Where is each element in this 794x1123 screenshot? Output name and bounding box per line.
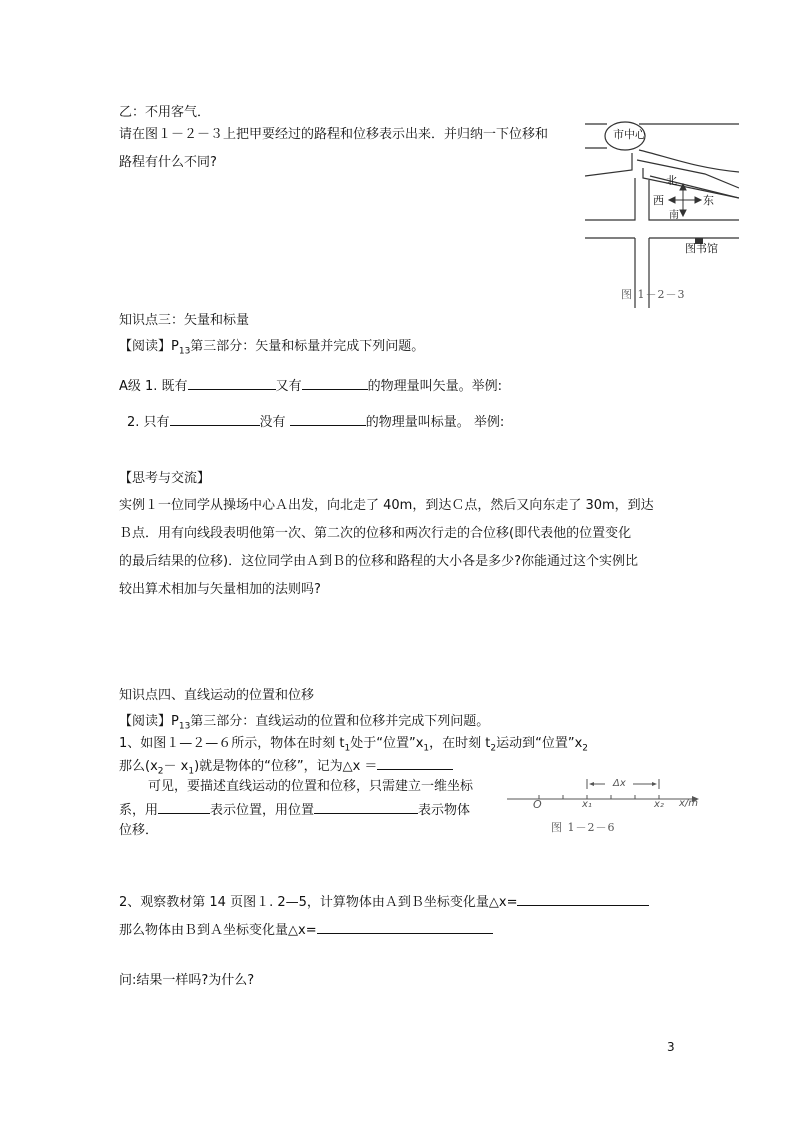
kp3-q1-text-b: 又有 [275,379,302,394]
kp4-l1-d: 运动到“位置”x [496,736,583,751]
kp4-l2-b: － x [163,759,189,774]
think-line3: 的最后结果的位移)．这位同学由Ａ到Ｂ的位移和路程的大小各是多少?你能通过这个实例比 [119,554,638,569]
think-line4: 较出算术相加与矢量相加的法则吗? [119,582,321,597]
map-label-east: 东 [703,194,714,207]
kp4-line1 [119,735,588,758]
kp4-l2-c: )就是物体的“位移”，记为△x ＝ [194,759,378,774]
kp3-q2 [127,412,504,432]
kp4-line4 [119,800,470,820]
kp4-l2-a: 那么(x [119,759,158,774]
kp3-reading-page: 13 [178,346,191,357]
axis-caption: 图 1－2－6 [551,821,616,834]
q2-ask: 问:结果一样吗?为什么? [119,973,255,988]
kp4-reading-rest: 第三部分：直线运动的位置和位移并完成下列问题。 [190,714,490,729]
kp4-line5: 位移． [119,823,159,838]
kp4-displacement-blank[interactable] [377,756,453,770]
q2-b-to-a-blank[interactable] [317,920,493,934]
kp3-q1 [119,376,502,396]
kp4-l2-sub2: 1 [188,766,195,777]
kp4-l1-c: ，在时刻 t [429,736,491,751]
kp3-q2-blank-1[interactable] [170,412,260,426]
kp3-q1-blank-1[interactable] [188,376,276,390]
map-drawing [585,118,739,308]
q2-line2 [119,920,493,940]
axis-unit-label: x/m [679,798,699,809]
kp3-q1-blank-2[interactable] [302,376,368,390]
map-label-west: 西 [653,194,664,207]
think-title: 【思考与交流】 [119,471,211,486]
question-path-line1: 请在图１－２－３上把甲要经过的路程和位移表示出来．并归纳一下位移和 [119,127,549,142]
map-figure [585,118,739,308]
dialog-line: 乙：不用客气． [119,105,211,120]
kp3-reading-rest: 第三部分：矢量和标量并完成下列问题。 [190,339,425,354]
map-label-north: 北 [666,174,677,187]
kp4-l1-a: 1、如图１—２—６所示，物体在时刻 t [119,736,345,751]
q2-l2-text: 那么物体由Ｂ到Ａ坐标变化量△x= [119,923,317,938]
axis-origin-label: O [533,798,542,811]
think-line2: Ｂ点．用有向线段表明他第一次、第二次的位移和两次行走的合位移(即代表他的位置变化 [119,526,632,541]
axis-figure [505,775,705,837]
kp4-l4-b: 表示位置，用位置 [210,803,315,818]
map-label-south: 南 [669,210,679,221]
kp3-reading [119,338,424,361]
kp4-l1-b: 处于“位置”x [350,736,424,751]
kp4-l1-sub1: 1 [344,743,351,754]
kp4-position-blank[interactable] [158,800,210,814]
map-caption: 图 1－2－3 [621,288,686,301]
kp4-l1-sub2: 1 [423,743,430,754]
axis-delta-label: Δx [613,778,626,789]
kp4-l4-a: 系，用 [119,803,159,818]
kp3-q2-text-b: 没有 [259,415,286,430]
think-line1: 实例１一位同学从操场中心Ａ出发，向北走了 40m，到达Ｃ点，然后又向东走了 30m，到达 [119,498,654,513]
kp4-title: 知识点四、直线运动的位置和位移 [119,688,315,703]
page-number: 3 [667,1040,675,1054]
kp3-reading-prefix: 【阅读】P [119,339,179,354]
kp4-displacement-expr-blank[interactable] [314,800,418,814]
kp4-l2-sub1: 2 [157,766,164,777]
q2-line1 [119,892,649,912]
axis-x2-label: x₂ [654,799,664,810]
kp4-l1-sub4: 2 [582,743,589,754]
map-label-library: 图书馆 [685,242,718,255]
kp3-title: 知识点三：矢量和标量 [119,313,250,328]
kp4-line3: 可见，要描述直线运动的位置和位移，只需建立一维坐标 [148,779,474,794]
kp4-l4-c: 表示物体 [418,803,471,818]
q2-a-to-b-blank[interactable] [517,892,649,906]
kp4-l1-sub3: 2 [490,743,497,754]
q2-l1-text: 2、观察教材第 14 页图１. 2—5，计算物体由Ａ到Ｂ坐标变化量△x= [119,895,518,910]
map-label-city-center: 市中心 [613,128,646,141]
kp3-q2-text-a: 2. 只有 [127,415,170,430]
question-path-line2: 路程有什么不同? [119,155,217,170]
kp3-q2-blank-2[interactable] [290,412,366,426]
kp3-q1-text-a: A级 1. 既有 [119,379,188,394]
kp4-reading-page: 13 [178,721,191,732]
kp3-q1-text-c: 的物理量叫矢量。举例: [367,379,502,394]
axis-x1-label: x₁ [582,799,592,810]
kp4-reading [119,713,489,736]
kp3-q2-text-c: 的物理量叫标量。 举例: [365,415,505,430]
kp4-reading-prefix: 【阅读】P [119,714,179,729]
kp4-line2 [119,756,453,781]
